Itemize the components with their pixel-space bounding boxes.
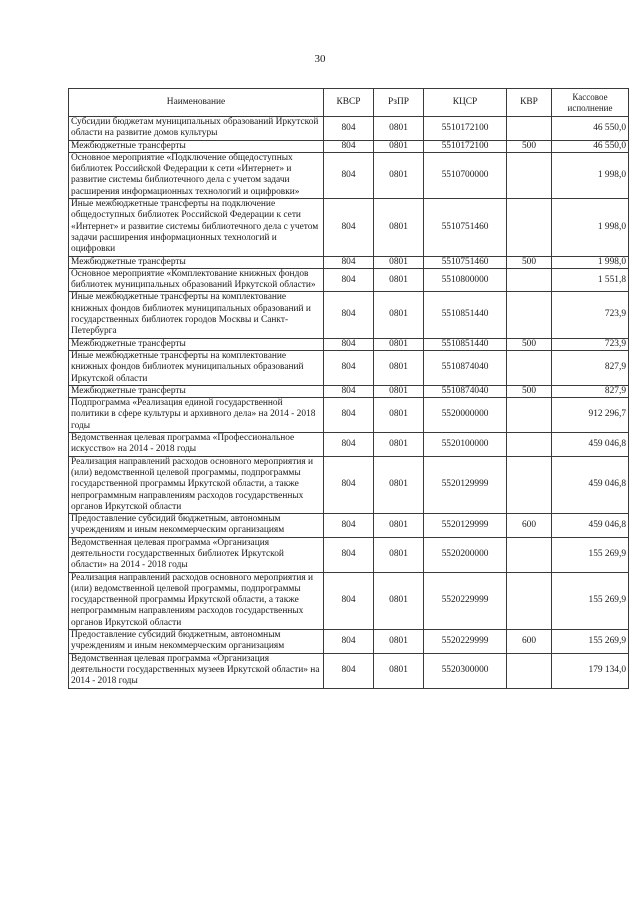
cell-name: Ведомственная целевая программа «Организация деятельности государственных музеев Иркутской области» на 2014 - 2018 годы (69, 653, 324, 688)
cell-amount: 459 046,8 (552, 433, 629, 457)
cell-kcsr: 5520229999 (424, 630, 507, 654)
cell-name: Основное мероприятие «Подключение общедоступных библиотек Российской Федерации к сети «Интернет» и развитие системы библиотечного дела с учетом задачи расширения информационных технологий и оцифровки» (69, 152, 324, 198)
header-name: Наименование (69, 89, 324, 117)
cell-kcsr: 5520229999 (424, 572, 507, 629)
table-row (69, 268, 629, 292)
cell-name: Иные межбюджетные трансферты на комплектование книжных фондов библиотек муниципальных образований Иркутской области (69, 350, 324, 385)
table-row (69, 398, 629, 433)
cell-name: Ведомственная целевая программа «Профессиональное искусство» на 2014 - 2018 годы (69, 433, 324, 457)
cell-kvr (507, 398, 552, 433)
cell-amount: 827,9 (552, 350, 629, 385)
cell-kvr: 500 (507, 140, 552, 152)
cell-rzpr: 0801 (374, 292, 424, 338)
cell-name: Межбюджетные трансферты (69, 256, 324, 268)
cell-rzpr: 0801 (374, 456, 424, 513)
cell-kvsr: 804 (324, 653, 374, 688)
table-row (69, 514, 629, 538)
table-row (69, 385, 629, 397)
cell-name: Субсидии бюджетам муниципальных образований Иркутской области на развитие домов культуры (69, 117, 324, 141)
cell-amount: 155 269,9 (552, 630, 629, 654)
cell-kvr (507, 292, 552, 338)
cell-rzpr: 0801 (374, 256, 424, 268)
cell-name: Ведомственная целевая программа «Организация деятельности государственных библиотек Иркутской области» на 2014 - 2018 годы (69, 537, 324, 572)
cell-amount: 1 998,0 (552, 256, 629, 268)
cell-kcsr: 5510751460 (424, 199, 507, 256)
cell-kvr (507, 152, 552, 198)
cell-rzpr: 0801 (374, 199, 424, 256)
cell-kcsr: 5510172100 (424, 140, 507, 152)
cell-amount: 155 269,9 (552, 572, 629, 629)
cell-amount: 723,9 (552, 338, 629, 350)
cell-kvsr: 804 (324, 630, 374, 654)
cell-kvsr: 804 (324, 256, 374, 268)
header-kvr: КВР (507, 89, 552, 117)
table-header-row (69, 89, 629, 117)
cell-kvr: 600 (507, 514, 552, 538)
table-row (69, 140, 629, 152)
cell-kcsr: 5510874040 (424, 385, 507, 397)
cell-rzpr: 0801 (374, 653, 424, 688)
table-row (69, 292, 629, 338)
cell-rzpr: 0801 (374, 140, 424, 152)
cell-kvsr: 804 (324, 199, 374, 256)
cell-kvr (507, 117, 552, 141)
cell-kvsr: 804 (324, 292, 374, 338)
table-row (69, 338, 629, 350)
header-execution: Кассовое исполнение (552, 89, 629, 117)
cell-kcsr: 5520000000 (424, 398, 507, 433)
cell-kcsr: 5510800000 (424, 268, 507, 292)
cell-kvr (507, 199, 552, 256)
cell-amount: 827,9 (552, 385, 629, 397)
cell-kcsr: 5520129999 (424, 514, 507, 538)
header-kvsr: КВСР (324, 89, 374, 117)
cell-kvsr: 804 (324, 456, 374, 513)
cell-rzpr: 0801 (374, 514, 424, 538)
cell-amount: 179 134,0 (552, 653, 629, 688)
budget-execution-table (68, 88, 629, 689)
cell-kvsr: 804 (324, 572, 374, 629)
cell-kvsr: 804 (324, 398, 374, 433)
cell-kvr (507, 456, 552, 513)
cell-amount: 912 296,7 (552, 398, 629, 433)
table-row (69, 433, 629, 457)
cell-name: Иные межбюджетные трансферты на комплектование книжных фондов библиотек муниципальных образований и государственных библиотек городов Москвы и Санкт-Петербурга (69, 292, 324, 338)
cell-name: Межбюджетные трансферты (69, 385, 324, 397)
cell-kcsr: 5510172100 (424, 117, 507, 141)
cell-kvsr: 804 (324, 338, 374, 350)
cell-kvsr: 804 (324, 433, 374, 457)
table-row (69, 152, 629, 198)
cell-name: Предоставление субсидий бюджетным, автономным учреждениям и иным некоммерческим организациям (69, 630, 324, 654)
cell-name: Иные межбюджетные трансферты на подключение общедоступных библиотек Российской Федерации к сети «Интернет» и развитие системы библиотечного дела с учетом задачи расширения информационных технологий и оцифровки (69, 199, 324, 256)
cell-kcsr: 5510874040 (424, 350, 507, 385)
cell-kvr (507, 350, 552, 385)
table-row (69, 256, 629, 268)
cell-amount: 459 046,8 (552, 514, 629, 538)
cell-name: Межбюджетные трансферты (69, 338, 324, 350)
table-row (69, 537, 629, 572)
cell-rzpr: 0801 (374, 398, 424, 433)
cell-rzpr: 0801 (374, 268, 424, 292)
cell-rzpr: 0801 (374, 117, 424, 141)
cell-kcsr: 5510751460 (424, 256, 507, 268)
cell-rzpr: 0801 (374, 350, 424, 385)
table-row (69, 572, 629, 629)
cell-kcsr: 5510851440 (424, 292, 507, 338)
cell-kvsr: 804 (324, 117, 374, 141)
cell-amount: 155 269,9 (552, 537, 629, 572)
cell-kcsr: 5510700000 (424, 152, 507, 198)
cell-kvr: 500 (507, 385, 552, 397)
cell-amount: 1 551,8 (552, 268, 629, 292)
cell-kvsr: 804 (324, 350, 374, 385)
cell-kvsr: 804 (324, 140, 374, 152)
cell-kvr (507, 653, 552, 688)
cell-kvr (507, 572, 552, 629)
cell-rzpr: 0801 (374, 572, 424, 629)
cell-kvr (507, 268, 552, 292)
cell-kcsr: 5520300000 (424, 653, 507, 688)
table-row (69, 653, 629, 688)
cell-rzpr: 0801 (374, 630, 424, 654)
cell-name: Реализация направлений расходов основного мероприятия и (или) ведомственной целевой программы, подпрограммы государственной программы Иркутской области, а также непрограммным направлениям расходов государственных органов Иркутской области (69, 572, 324, 629)
cell-amount: 723,9 (552, 292, 629, 338)
cell-name: Основное мероприятие «Комплектование книжных фондов библиотек муниципальных образований Иркутской области» (69, 268, 324, 292)
table-row (69, 350, 629, 385)
cell-name: Предоставление субсидий бюджетным, автономным учреждениям и иным некоммерческим организациям (69, 514, 324, 538)
header-rzpr: РзПР (374, 89, 424, 117)
cell-name: Подпрограмма «Реализация единой государственной политики в сфере культуры и архивного дела» на 2014 - 2018 годы (69, 398, 324, 433)
cell-kvsr: 804 (324, 152, 374, 198)
cell-amount: 46 550,0 (552, 140, 629, 152)
table-row (69, 117, 629, 141)
cell-name: Реализация направлений расходов основного мероприятия и (или) ведомственной целевой программы, подпрограммы государственной программы Иркутской области, а также непрограммным направлениям расходов государственных органов Иркутской области (69, 456, 324, 513)
cell-kvr: 600 (507, 630, 552, 654)
cell-rzpr: 0801 (374, 152, 424, 198)
table-body (69, 117, 629, 689)
cell-amount: 459 046,8 (552, 456, 629, 513)
table-row (69, 199, 629, 256)
page-number: 30 (314, 53, 326, 65)
cell-kvr: 500 (507, 256, 552, 268)
cell-rzpr: 0801 (374, 537, 424, 572)
cell-kvr: 500 (507, 338, 552, 350)
cell-amount: 1 998,0 (552, 199, 629, 256)
cell-kvsr: 804 (324, 385, 374, 397)
header-kcsr: КЦСР (424, 89, 507, 117)
cell-kcsr: 5520200000 (424, 537, 507, 572)
cell-rzpr: 0801 (374, 385, 424, 397)
cell-kcsr: 5510851440 (424, 338, 507, 350)
cell-kvsr: 804 (324, 268, 374, 292)
cell-kcsr: 5520100000 (424, 433, 507, 457)
cell-rzpr: 0801 (374, 433, 424, 457)
cell-amount: 1 998,0 (552, 152, 629, 198)
table-row (69, 630, 629, 654)
cell-amount: 46 550,0 (552, 117, 629, 141)
cell-name: Межбюджетные трансферты (69, 140, 324, 152)
cell-kvr (507, 433, 552, 457)
table-row (69, 456, 629, 513)
cell-kvr (507, 537, 552, 572)
cell-kvsr: 804 (324, 537, 374, 572)
cell-rzpr: 0801 (374, 338, 424, 350)
cell-kcsr: 5520129999 (424, 456, 507, 513)
cell-kvsr: 804 (324, 514, 374, 538)
